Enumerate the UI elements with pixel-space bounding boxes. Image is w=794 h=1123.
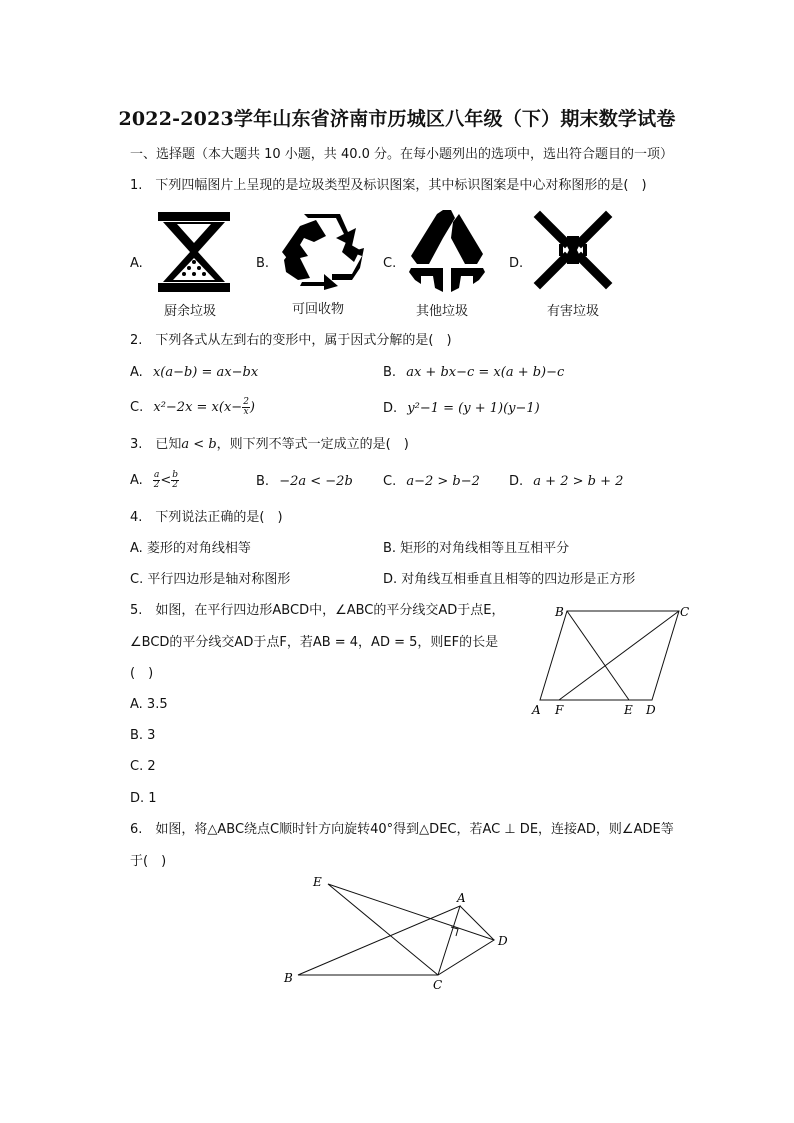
q2-c-left: x²−2x = x(x− xyxy=(153,400,243,415)
hourglass-icon xyxy=(155,210,233,294)
q3-option-a xyxy=(130,471,179,490)
q3-a-d2: 2 xyxy=(172,480,178,490)
q3-a-d1: 2 xyxy=(153,480,160,490)
label-a: A xyxy=(457,891,466,905)
q4-option-d: D. 对角线互相垂直且相等的四边形是正方形 xyxy=(383,572,636,587)
q2-c-fraction xyxy=(242,398,250,417)
cross-icon xyxy=(535,212,611,288)
q1-option-a-caption: 厨余垃圾 xyxy=(164,304,217,319)
q3-a-letter: A. xyxy=(130,473,143,488)
question-6-line-2: 于( ) xyxy=(130,854,167,869)
q2-b-expr: ax + bx−c = x(a + b)−c xyxy=(406,365,565,380)
q2-option-c xyxy=(130,398,255,417)
q3-stem-post: ，则下列不等式一定成立的是( ) xyxy=(216,437,409,452)
q3-a-op: < xyxy=(160,473,172,488)
section-heading: 一、选择题（本大题共 10 小题，共 40.0 分。在每小题列出的选项中，选出符合题目的一项） xyxy=(130,147,674,162)
q3-option-b xyxy=(256,473,353,491)
q5-option-d: D. 1 xyxy=(130,791,157,806)
q2-c-letter: C. xyxy=(130,400,144,415)
label-a: A xyxy=(532,703,541,717)
label-b: B xyxy=(284,971,293,985)
q5-option-b: B. 3 xyxy=(130,728,156,743)
label-c: C xyxy=(433,978,443,992)
q2-d-letter: D. xyxy=(383,401,398,416)
parallelogram-figure xyxy=(525,598,700,723)
q3-a-frac2 xyxy=(171,471,179,490)
q1-option-d-caption: 有害垃圾 xyxy=(547,304,600,319)
question-6-line-1: 6. 如图，将△ABC绕点C顺时针方向旋转40°得到△DEC，若AC ⊥ DE，连接AD，则∠ADE等 xyxy=(130,822,674,837)
label-c: C xyxy=(680,605,690,619)
label-d: D xyxy=(498,934,508,948)
q3-b-letter: B. xyxy=(256,474,270,489)
rotation-figure xyxy=(280,870,520,1000)
label-b: B xyxy=(555,605,564,619)
q4-option-b: B. 矩形的对角线相等且互相平分 xyxy=(383,541,570,556)
label-d: D xyxy=(646,703,656,717)
label-e: E xyxy=(624,703,633,717)
q5-option-c: C. 2 xyxy=(130,759,156,774)
q2-c-num: 2 xyxy=(243,397,249,407)
q1-option-a-letter: A. xyxy=(130,256,143,271)
q3-d-letter: D. xyxy=(509,474,524,489)
q1-option-c-letter: C. xyxy=(383,256,397,271)
q2-d-expr: y²−1 = (y + 1)(y−1) xyxy=(407,401,540,416)
q3-a-n1: a xyxy=(153,470,160,480)
bisector-cf xyxy=(559,611,679,700)
q2-b-letter: B. xyxy=(383,365,397,380)
q4-option-c: C. 平行四边形是轴对称图形 xyxy=(130,572,291,587)
q3-stem-pre: 3. 已知 xyxy=(130,437,182,452)
triangle-dec xyxy=(328,884,494,975)
label-f: F xyxy=(555,703,564,717)
q1-option-b-letter: B. xyxy=(256,256,270,271)
q3-c-letter: C. xyxy=(383,474,397,489)
q1-option-d-letter: D. xyxy=(509,256,524,271)
q3-b-expr: −2a < −2b xyxy=(279,474,353,489)
label-e: E xyxy=(313,875,322,889)
question-3-stem xyxy=(130,436,409,454)
q3-stem-math: a < b xyxy=(181,437,217,452)
q2-option-b xyxy=(383,364,564,382)
q2-option-d xyxy=(383,400,540,418)
triangle-abc xyxy=(298,906,460,975)
q2-c-right: ) xyxy=(249,400,255,415)
q1-option-b-caption: 可回收物 xyxy=(292,302,345,317)
question-4-stem: 4. 下列说法正确的是( ) xyxy=(130,510,283,525)
question-5-line-1: 5. 如图，在平行四边形ABCD中，∠ABC的平分线交AD于点E， xyxy=(130,603,505,618)
question-5-line-3: ( ) xyxy=(130,666,154,681)
q2-c-den: x xyxy=(243,407,249,417)
q3-option-c xyxy=(383,473,480,491)
question-1-stem: 1. 下列四幅图片上呈现的是垃圾类型及标识图案，其中标识图案是中心对称图形的是( ) xyxy=(130,178,647,193)
question-5-line-2: ∠BCD的平分线交AD于点F，若AB = 4，AD = 5，则EF的长是 xyxy=(130,635,499,650)
question-2-stem: 2. 下列各式从左到右的变形中，属于因式分解的是( ) xyxy=(130,333,452,348)
page-title: 2022-2023学年山东省济南市历城区八年级（下）期末数学试卷 xyxy=(118,108,676,130)
recycle-icon xyxy=(280,212,366,290)
triangle-icon xyxy=(407,208,487,294)
q4-option-a: A. 菱形的对角线相等 xyxy=(130,541,251,556)
q3-c-expr: a−2 > b−2 xyxy=(406,474,480,489)
q3-d-expr: a + 2 > b + 2 xyxy=(533,474,624,489)
q3-option-d xyxy=(509,473,623,491)
segment-ad xyxy=(460,906,494,940)
q1-option-c-caption: 其他垃圾 xyxy=(416,304,469,319)
parallelogram-abcd xyxy=(540,611,679,700)
q2-a-letter: A. xyxy=(130,365,143,380)
q3-a-n2: b xyxy=(172,470,178,480)
q2-a-expr: x(a−b) = ax−bx xyxy=(152,365,259,380)
q5-option-a: A. 3.5 xyxy=(130,697,168,712)
q2-option-a xyxy=(130,364,258,382)
